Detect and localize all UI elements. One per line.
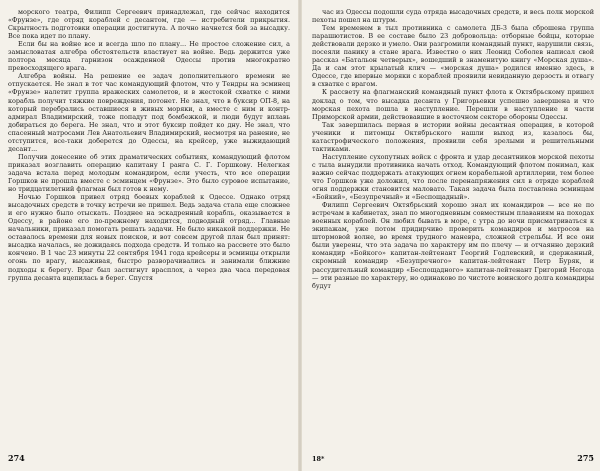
paragraph: Алгебра войны. На решение ее задач дополнительного времени не отпускается. Не знал в тот час командующий флотом, что у Тендры на эсминец «Фрунзе» налетит группа вражеских самолетов, и в жестокой схватке с ними корабль получит тяжкие повреждения, потонет. Не знал, что в буксир ОП-8, на который перебрались оставшиеся в живых моряки, а вместе с ним и контр-адмирал Владимирский, тоже попадут под бомбежкой, и люди будут вплавь добираться до берега. Не знал, что и этот буксир пойдет ко дну. Не знал, что спасенный матросами Лев Анатольевич Владимирский, несмотря на ранение, не отступится, все-таки доберется до Одессы, на крейсер, уже выжидающий десант... [8,72,290,153]
right-page-footer [312,451,594,463]
paragraph: Получив донесение об этих драматических событиях, командующий флотом приказал возглавить операцию капитану I ранга С. Г. Горшкову. Нелегкая задача встала перед молодым командиром, если учесть, что все операции Горшков не прошла вместе с эсминцем «Фрунзе». Это было суровое испытание, но тридцатилетний флагман был готов к нему. [8,152,290,194]
left-page-text [8,8,290,282]
left-page [8,8,290,463]
paragraph: Ночью Горшков привел отряд боевых кораблей к Одессе. Однако отряд высадочных средств в точку встречи не пришел. Ведь задача стала еще сложнее и его нужно было отыскать. Позднее на эскадренный корабль, оказывается в Одессу, в районе его по-прежнему находится, подводный отряд... Главные начальники, приказал помогать решать задачи. Не было никакой поддержки. Не оставалось времени для новых поисков, и вот совсем другой план был принят: высадка началась, не дожидаясь подхода средств. И только на рассвете это было кончено. В 1 час 23 минуты 22 сентября 1941 года крейсеры и эсминцы открыли огонь по врагу, высаживая, быстро разворачивались и занимали ближние подходы к берегу. Враг был застигнут врасплох, а через два часа передовая группа десанта вцепилась в берег. Спустя [8,193,290,282]
paragraph: Если бы на войне все и всегда шло по плану... Не простое сложение сил, а замысловатая алгебра обстоятельств властвует на войне. Ведь держится уже полтора месяца гарнизон осажденной Одессы против многократно превосходящего врага. [8,40,290,73]
page-number-left: 274 [8,453,25,463]
right-page [312,8,594,463]
left-page-footer [8,451,290,463]
right-page-text [312,8,594,290]
paragraph: Так завершилась первая в истории войны десантная операция, в которой ученики и питомцы Октябрьского нашли выход из, казалось бы, катастрофического положения, проявили себя зрелыми и решительными тактиками. [312,120,594,153]
printer-signature-mark: 18* [312,455,325,463]
book-gutter [298,0,302,471]
paragraph: Филипп Сергеевич Октябрьский хорошо знал их командиров — все не по встречам в кабинетах, знал по многодневным совместным плаваниям на походах военных кораблей. Он любил бывать в море, с утра до ночи присматриваться к экипажам, уже потом придирчиво проверить командиров и матросов на штормовой волне, во время трудного маневра, сложной стрельбы. И все они были уверены, что эта задача по характеру им по плечу — и отчаянно дерзкий командир «Бойкого» капитан-лейтенант Георгий Годлевский, и сдержанный, скромный командир «Безупречного» капитан-лейтенант Петр Буряк, и рассудительный командир «Беспощадного» капитан-лейтенант Григорий Негода — эти разные по характеру, но одинаково по чистоте воинского долга командиры будут [312,201,594,290]
page-number-right: 275 [577,453,594,463]
paragraph: Наступление сухопутных войск с фронта и удар десантников морской пехоты с тыла вынудили противника начать отход. Командующий флотом понимал, как важно сейчас поддержать атакующих огнем корабельной артиллерии, тем более что Горшков уже доложил, что после перенапряжения сил в отряде кораблей огня поддержки становится маловато. Такая задача была поставлена эсминцам «Бойкий», «Безупречный» и «Беспощадный». [312,152,594,202]
paragraph: морского театра, Филипп Сергеевич принадлежал, где сейчас находится «Фрунзе», где отряд кораблей с десантом, где — истребители прикрытия. Скрытность подготовки операции достигнута. А почно начнется бой за высадку. Все пока идет по плану. [8,8,290,41]
paragraph: час из Одессы подошли суда отряда высадочных средств, и весь полк морской пехоты пошел на штурм. [312,8,594,25]
paragraph: К рассвету на флагманский командный пункт флота к Октябрьскому пришел доклад о том, что высадка десанта у Григорьевки успешно завершена и что морская пехота пошла в наступление. Перешли в наступление и части Приморской армии, действовавшие в восточном секторе обороны Одессы. [312,88,594,121]
paragraph: Тем временем в тыл противника с самолета ДБ-3 была сброшена группа парашютистов. В ее составе было 23 добровольца: отборные бойцы, которые действовали дерзко и умело. Они разгромили командный пункт, нарушили связь, посеяли панику в стане врага. Известно о них Леонид Соболев написал свой рассказ «Батальон четверых», вошедший в знаменитую книгу «Морская душа». Да и сам этот крылатый клич — «морская душа» родился именно здесь, в Одессе, где впервые моряки с кораблей проявили невиданную дерзость и отвагу в схватке с врагом. [312,24,594,89]
